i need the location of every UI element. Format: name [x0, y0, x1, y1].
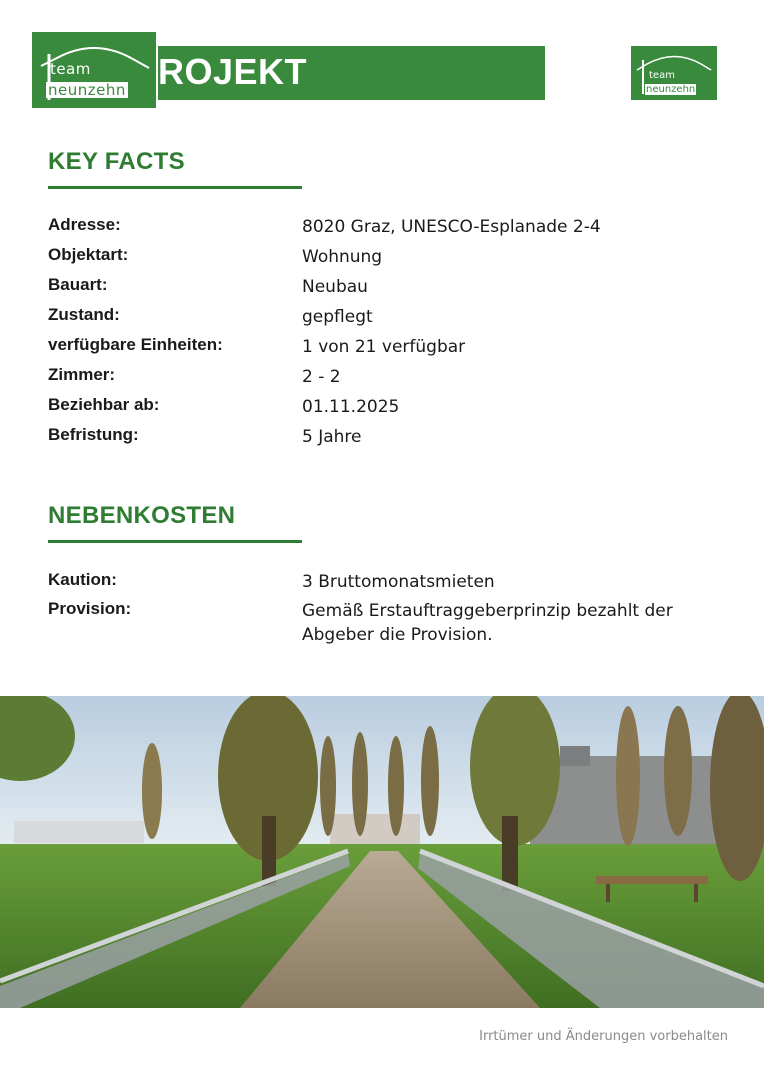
fact-value: 1 von 21 verfügbar: [302, 337, 466, 357]
fact-value: Neubau: [302, 277, 368, 297]
fact-row-zustand: [48, 305, 728, 335]
logo-text-team: team: [50, 60, 91, 78]
fact-label: Zimmer:: [48, 365, 116, 384]
logo-text-neunzehn: neunzehn: [48, 81, 126, 99]
fact-label: Bauart:: [48, 275, 108, 294]
cost-row-provision: [48, 599, 728, 649]
fact-row-befristung: [48, 425, 728, 455]
fact-row-bauart: [48, 275, 728, 305]
logo-small-text-team: team: [649, 70, 675, 81]
fact-value: 01.11.2025: [302, 397, 400, 417]
fact-value: 2 - 2: [302, 367, 341, 387]
team-neunzehn-logo: [30, 30, 158, 110]
fact-row-zimmer: [48, 365, 728, 395]
team-neunzehn-logo-small: [631, 46, 717, 100]
fact-label: Beziehbar ab:: [48, 395, 160, 414]
nebenkosten-rule: [48, 540, 302, 543]
fact-row-beziehbar: [48, 395, 728, 425]
key-facts-heading: KEY FACTS: [48, 148, 185, 175]
cost-label: Provision:: [48, 599, 132, 618]
key-facts-rule: [48, 186, 302, 189]
fact-row-einheiten: [48, 335, 728, 365]
nebenkosten-heading: NEBENKOSTEN: [48, 502, 236, 529]
fact-label: Befristung:: [48, 425, 139, 444]
fact-value: 5 Jahre: [302, 427, 362, 447]
fact-row-objektart: [48, 245, 728, 275]
fact-label: Zustand:: [48, 305, 120, 324]
footer-disclaimer: Irrtümer und Änderungen vorbehalten: [479, 1029, 728, 1044]
page-title: ROJEKT: [158, 51, 308, 92]
park-boardwalk-image: [0, 696, 764, 1008]
cost-value: 3 Bruttomonatsmieten: [302, 572, 495, 592]
fact-value: Wohnung: [302, 247, 383, 267]
fact-label: Objektart:: [48, 245, 129, 264]
logo-small-text-neunzehn: neunzehn: [646, 84, 696, 95]
fact-label: verfügbare Einheiten:: [48, 335, 223, 354]
cost-label: Kaution:: [48, 570, 117, 589]
fact-row-adresse: [48, 215, 728, 245]
fact-label: Adresse:: [48, 215, 121, 234]
cost-row-kaution: [48, 570, 728, 600]
cost-value: Gemäß Erstauftraggeberprinzip bezahlt der Abgeber die Provision.: [302, 601, 673, 645]
property-photo: [0, 696, 764, 1008]
fact-value: 8020 Graz, UNESCO-Esplanade 2-4: [302, 217, 601, 237]
fact-value: gepflegt: [302, 307, 373, 327]
